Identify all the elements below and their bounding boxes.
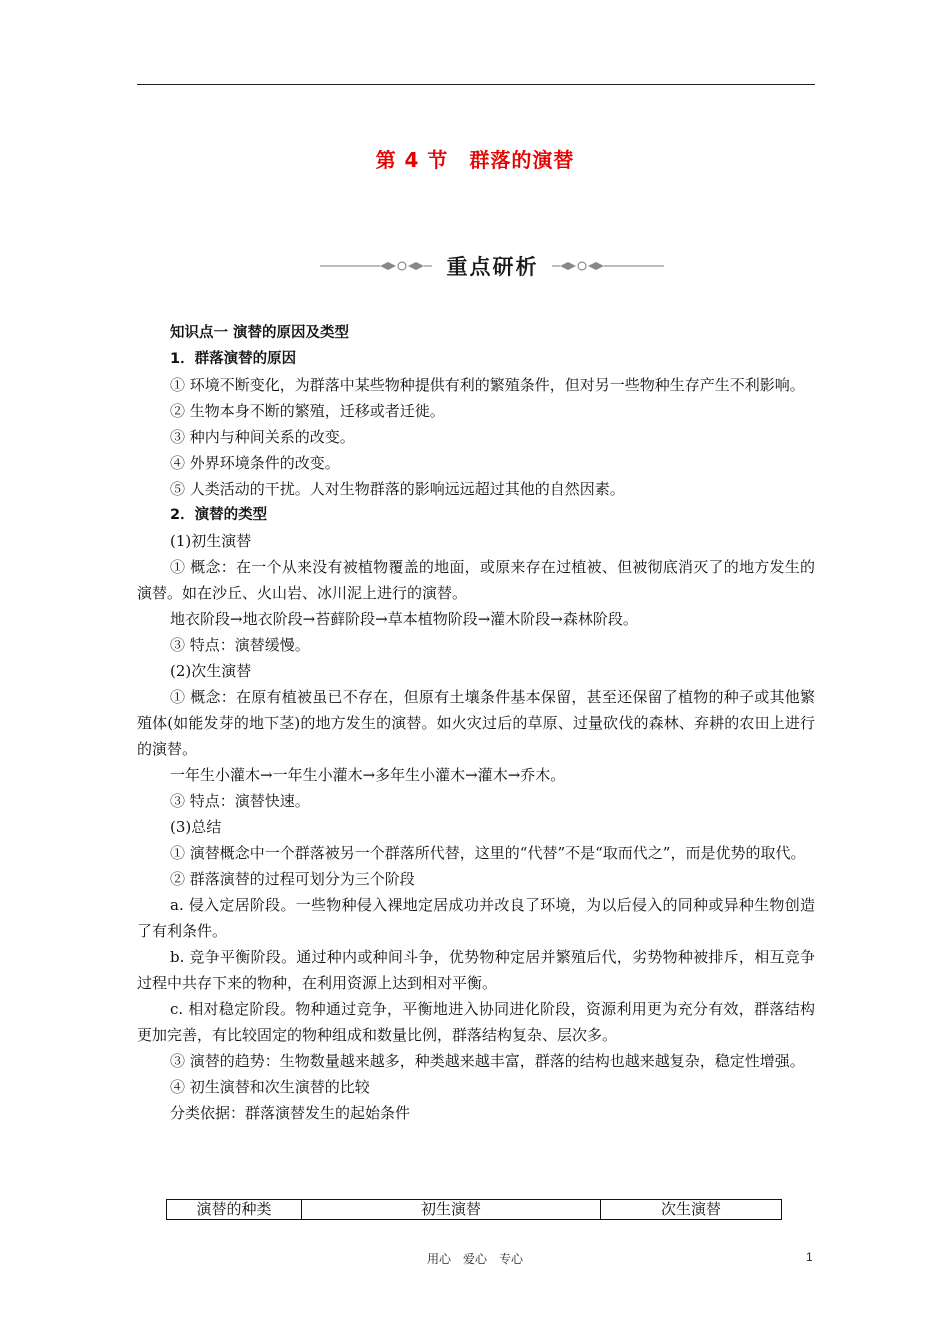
page-footer: 用心 爱心 专心 (426, 1252, 523, 1266)
paragraph: ② 群落演替的过程可划分为三个阶段 (170, 870, 415, 888)
paragraph: a. 侵入定居阶段。一些物种侵入裸地定居成功并改良了环境，为以后侵入的同种或异种生物创造了有利条件。 (137, 896, 815, 940)
paragraph: (3)总结 (170, 818, 222, 836)
paragraph: (1)初生演替 (170, 532, 252, 550)
paragraph: 地衣阶段→地衣阶段→苔藓阶段→草本植物阶段→灌木阶段→森林阶段。 (170, 610, 638, 628)
paragraph: ③ 特点：演替缓慢。 (170, 636, 310, 654)
paragraph: b. 竞争平衡阶段。通过种内或种间斗争，优势物种定居并繁殖后代，劣势物种被排斥，相互竞争过程中共存下来的物种，在利用资源上达到相对平衡。 (137, 948, 815, 992)
paragraph: ③ 演替的趋势：生物数量越来越多，种类越来越丰富，群落的结构也越来越复杂，稳定性增强。 (170, 1052, 805, 1070)
section-heading: 2．演替的类型 (170, 507, 268, 523)
table-header-row (167, 1200, 782, 1220)
paragraph: ① 环境不断变化，为群落中某些物种提供有利的繁殖条件，但对另一些物种生存产生不利影响。 (170, 376, 805, 394)
header-rule (137, 84, 815, 85)
paragraph: 一年生小灌木→一年生小灌木→多年生小灌木→灌木→乔木。 (170, 766, 566, 784)
paragraph: (2)次生演替 (170, 662, 252, 680)
table-header-cell: 次生演替 (601, 1200, 782, 1220)
paragraph: ④ 初生演替和次生演替的比较 (170, 1078, 370, 1096)
section-heading: 知识点一 演替的原因及类型 (170, 325, 350, 341)
section-title: 第 4 节 群落的演替 (375, 148, 575, 172)
section-heading: 1．群落演替的原因 (170, 351, 297, 367)
table-header-cell: 演替的种类 (167, 1200, 302, 1220)
paragraph: ③ 特点：演替快速。 (170, 792, 310, 810)
paragraph: ③ 种内与种间关系的改变。 (170, 428, 355, 446)
paragraph: ② 生物本身不断的繁殖，迁移或者迁徙。 (170, 402, 445, 420)
page-number: 1 (806, 1250, 813, 1264)
paragraph: ① 演替概念中一个群落被另一个群落所代替，这里的“代替”不是“取而代之”，而是优势的取代。 (170, 844, 806, 862)
paragraph: ④ 外界环境条件的改变。 (170, 454, 340, 472)
paragraph: c. 相对稳定阶段。物种通过竞争，平衡地进入协同进化阶段，资源利用更为充分有效，群落结构更加完善，有比较固定的物种组成和数量比例，群落结构复杂、层次多。 (137, 1000, 815, 1044)
comparison-table (166, 1199, 782, 1220)
paragraph: ① 概念：在一个从来没有被植物覆盖的地面，或原来存在过植被、但被彻底消灭了的地方发生的演替。如在沙丘、火山岩、冰川泥上进行的演替。 (137, 558, 815, 602)
document-body (137, 320, 815, 1126)
banner-title: 重点研析 (446, 255, 539, 279)
paragraph: 分类依据：群落演替发生的起始条件 (170, 1104, 411, 1122)
paragraph: ⑤ 人类活动的干扰。人对生物群落的影响远远超过其他的自然因素。 (170, 480, 625, 498)
section-banner (318, 249, 666, 283)
table-header-cell: 初生演替 (302, 1200, 601, 1220)
paragraph: ① 概念：在原有植被虽已不存在，但原有土壤条件基本保留，甚至还保留了植物的种子或其他繁殖体(如能发芽的地下茎)的地方发生的演替。如火灾过后的草原、过量砍伐的森林、弃耕的农田上进行的演替。 (137, 688, 815, 758)
